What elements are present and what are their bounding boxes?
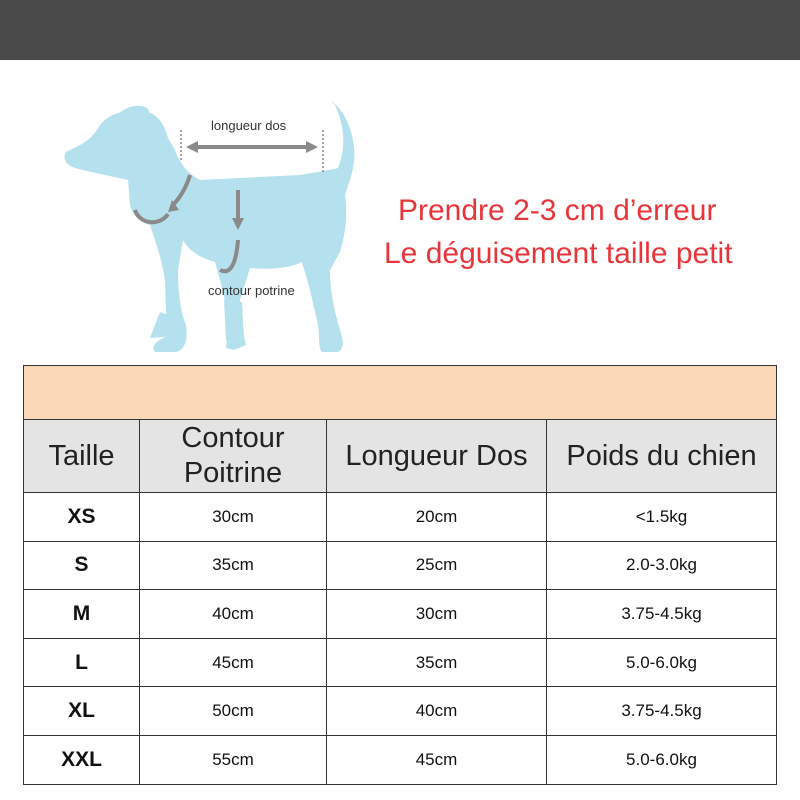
table-row bbox=[24, 493, 776, 542]
size-table bbox=[23, 365, 777, 785]
weight-cell: 5.0-6.0kg bbox=[626, 750, 697, 770]
size-cell: XS bbox=[24, 493, 140, 541]
size-cell: L bbox=[24, 639, 140, 687]
header-chest: Contour Poitrine bbox=[140, 420, 327, 492]
weight-cell: <1.5kg bbox=[635, 506, 688, 526]
chest-cell: 45cm bbox=[140, 639, 327, 687]
header-size: Taille bbox=[24, 420, 140, 492]
header-weight: Poids du chien bbox=[566, 439, 757, 472]
back-length-label: longueur dos bbox=[211, 118, 287, 133]
table-row bbox=[24, 736, 776, 785]
note-error-margin: Prendre 2-3 cm d’erreur bbox=[398, 194, 717, 227]
table-header-row bbox=[24, 420, 776, 493]
size-cell: XXL bbox=[24, 736, 140, 785]
weight-cell: 3.75-4.5kg bbox=[621, 701, 702, 721]
table-row bbox=[24, 590, 776, 639]
weight-cell: 2.0-3.0kg bbox=[626, 555, 697, 575]
note-size-small: Le déguisement taille petit bbox=[384, 237, 733, 270]
table-row bbox=[24, 687, 776, 736]
back-length-arrow bbox=[181, 130, 323, 172]
back-cell: 35cm bbox=[327, 639, 547, 687]
size-cell: XL bbox=[24, 687, 140, 735]
table-row bbox=[24, 542, 776, 591]
chest-girth-label: contour potrine bbox=[208, 283, 295, 298]
chest-cell: 30cm bbox=[140, 493, 327, 541]
chest-cell: 35cm bbox=[140, 542, 327, 590]
back-cell: 25cm bbox=[327, 542, 547, 590]
chest-cell: 55cm bbox=[140, 736, 327, 785]
chest-cell: 40cm bbox=[140, 590, 327, 638]
back-cell: 45cm bbox=[327, 736, 547, 785]
table-banner bbox=[24, 366, 776, 420]
table-row bbox=[24, 639, 776, 688]
back-cell: 40cm bbox=[327, 687, 547, 735]
back-cell: 20cm bbox=[327, 493, 547, 541]
size-cell: S bbox=[24, 542, 140, 590]
weight-cell: 3.75-4.5kg bbox=[621, 603, 702, 623]
top-bar bbox=[0, 0, 800, 60]
dog-silhouette bbox=[64, 100, 354, 352]
chest-cell: 50cm bbox=[140, 687, 327, 735]
header-back: Longueur Dos bbox=[327, 420, 547, 492]
weight-cell: 5.0-6.0kg bbox=[626, 652, 697, 672]
back-cell: 30cm bbox=[327, 590, 547, 638]
dog-measurement-diagram bbox=[55, 95, 385, 360]
size-cell: M bbox=[24, 590, 140, 638]
